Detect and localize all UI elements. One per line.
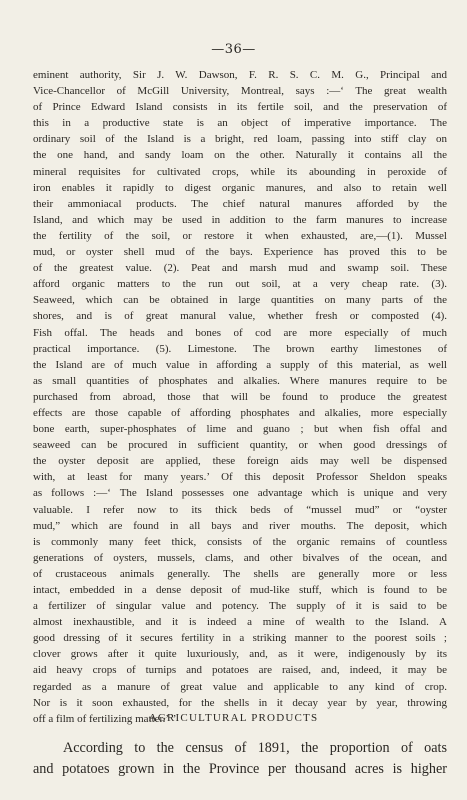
text-line: iron enables it rapidly to digest organic manures, and also to retain well xyxy=(33,181,447,194)
text-line: the Island are of much value in affording a supply of this material, as well xyxy=(33,358,447,371)
text-line: is commonly many feet thick, consists of the organic remains of countless xyxy=(33,535,447,548)
text-line: of crustaceous animals generally. The shells are generally more or less xyxy=(33,567,447,580)
text-line: aid heavy crops of turnips and potatoes are raised, and, indeed, it may be xyxy=(33,664,447,677)
text-line: effects are those capable of affording phosphates and alkalies, more especially xyxy=(33,406,447,419)
text-line: and potatoes grown in the Province per thousand acres is higher xyxy=(33,761,447,777)
text-line: with, at least for many years.’ Of this deposit Professor Sheldon speaks xyxy=(33,471,447,484)
text-line: as follows :—‘ The Island possesses one advantage which is unique and very xyxy=(33,487,447,500)
text-line: almost inexhaustible, and it is indeed a mine of wealth to the Island. A xyxy=(33,616,447,629)
text-line: Seaweed, which can be obtained in large quantities on many parts of the xyxy=(33,294,447,307)
text-line: Fish offal. The heads and bones of cod are more especially of much xyxy=(33,326,447,339)
text-line: valuable. I refer now to its thick beds of “mussel mud” or “oyster xyxy=(33,503,447,516)
text-line: seaweed can be procured in sufficient quantity, or when good dressings of xyxy=(33,439,447,452)
text-line: of Prince Edward Island consists in its fertile soil, and the preservation of xyxy=(33,101,447,114)
page-number: —36— xyxy=(211,42,256,57)
text-line: off a film of fertilizing matter.’ ” xyxy=(33,712,176,725)
text-line: a fertilizer of singular value and potency. The supply of it is said to be xyxy=(33,600,447,613)
next-paragraph xyxy=(33,738,447,780)
text-line: Vice-Chancellor of McGill University, Montreal, says :—‘ The great wealth xyxy=(33,85,447,98)
text-line: practical importance. (5). Limestone. The brown earthy limestones of xyxy=(33,342,447,355)
text-line: the one hand, and sandy loam on the other. Naturally it contains all the xyxy=(33,149,447,162)
text-line: ordinary soil of the Island is a bright, red loam, passing into stiff clay on xyxy=(33,133,447,146)
text-line: bone earth, super-phosphates of lime and guano ; but when fish offal and xyxy=(33,423,447,436)
text-line: regarded as a manure of great value and applicable to any kind of crop. xyxy=(33,680,447,693)
section-heading: AGRICULTURAL PRODUCTS xyxy=(148,712,319,724)
text-line: their ammoniacal products. The chief natural manures afforded by the xyxy=(33,197,447,210)
text-line: of the greatest value. (2). Peat and marsh mud and swamp soil. These xyxy=(33,262,447,275)
text-line: Nor is it soon exhausted, for the shells in it decay year by year, throwing xyxy=(33,696,447,709)
text-line: eminent authority, Sir J. W. Dawson, F. R. S. C. M. G., Principal and xyxy=(33,69,447,81)
text-line: Island, and which may be used in addition to the farm manures to increase xyxy=(33,213,447,226)
text-line: mineral requisites for cultivated crops, while its abounding in peroxide of xyxy=(33,165,447,178)
body-paragraph xyxy=(33,67,447,727)
text-line: the fertility of the soil, or restore it when exhausted, are,—(1). Mussel xyxy=(33,229,447,242)
text-line: mud, or oyster shell mud of the bays. Experience has proved this to be xyxy=(33,246,447,259)
text-line: afford organic matters to the run out soil, at a very cheap rate. (3). xyxy=(33,278,447,291)
text-line: clover grows after it quite luxuriously, and, as it were, indigenously by its xyxy=(33,648,447,661)
text-line: this in a productive state is an object of imperative importance. The xyxy=(33,117,447,130)
text-line: mud,” which are found in all bays and river mouths. The deposit, which xyxy=(33,519,447,532)
text-line: purchased from abroad, those that will be found to produce the greatest xyxy=(33,390,447,403)
text-line: intact, embedded in a dense deposit of mud-like stuff, which is found to be xyxy=(33,584,447,596)
text-line: as small quantities of phosphates and alkalies. Where manures require to be xyxy=(33,374,447,387)
text-line: According to the census of 1891, the proportion of oats xyxy=(63,740,447,756)
text-line: the oyster deposit are applied, these foreign aids may well be dispensed xyxy=(33,455,447,468)
text-line: shores, and is of great manural value, whether fresh or composted (4). xyxy=(33,310,447,323)
text-line: good dressing of it secures fertility in a striking manner to the poorest soils ; xyxy=(33,632,447,645)
text-line: generations of oysters, mussels, clams, and other bivalves of the ocean, and xyxy=(33,551,447,564)
